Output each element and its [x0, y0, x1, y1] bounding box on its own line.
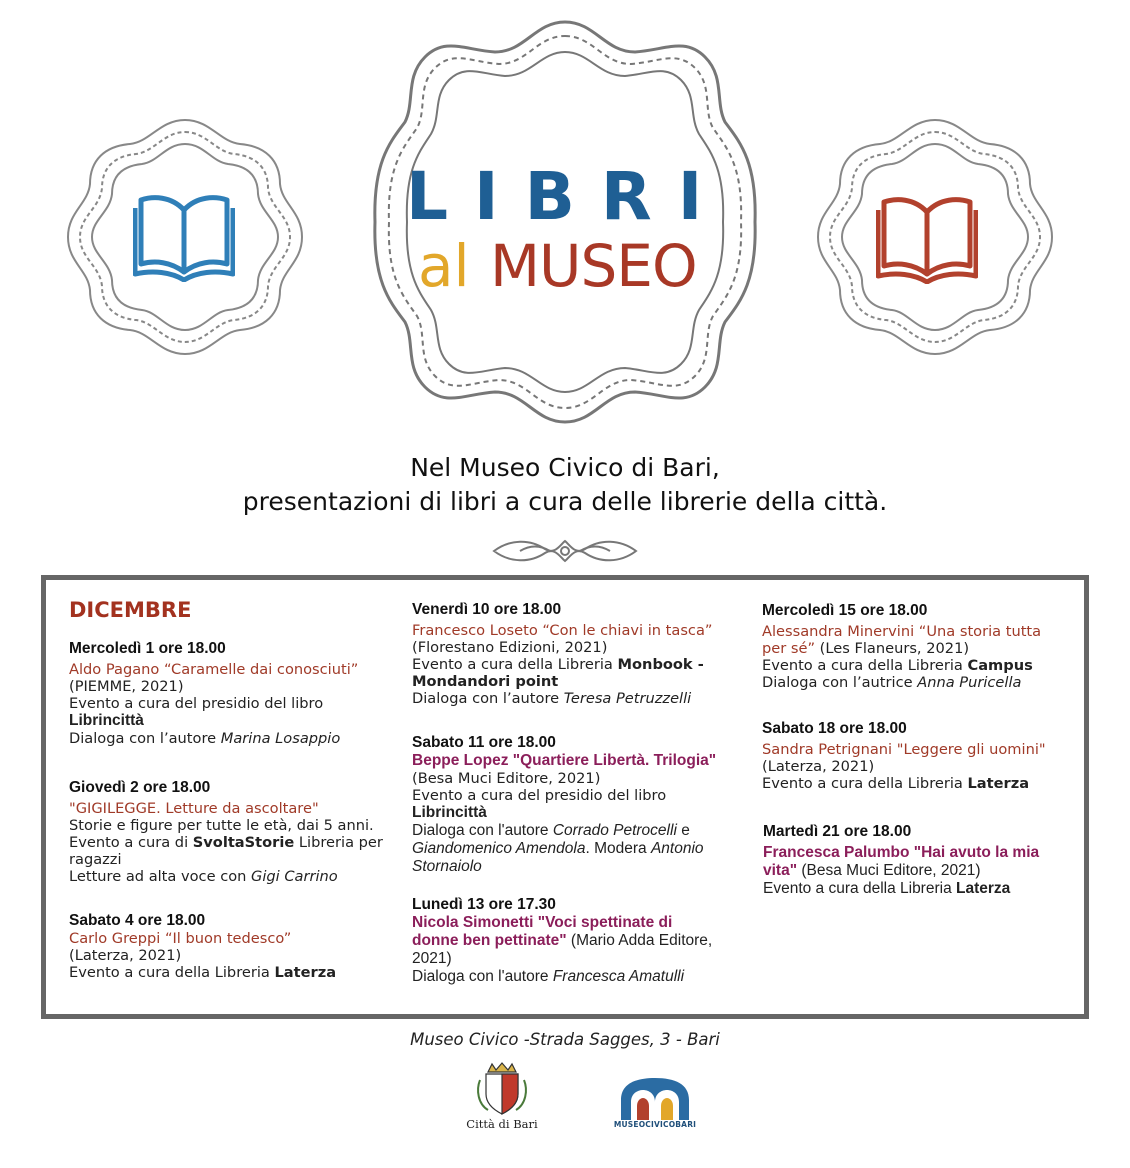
event-date: Giovedì 2 ore 18.00 [69, 779, 211, 796]
logo-museo: MUSEO [490, 232, 697, 300]
city-coat-of-arms-icon [474, 1062, 530, 1116]
event-title-1: Alessandra Minervini “Una storia tutta [762, 623, 1042, 640]
event-dec-1 [69, 640, 389, 747]
logo-libri: LIBRI [406, 158, 729, 235]
event-publisher: (Besa Muci Editore, 2021) [412, 770, 601, 787]
intro-line-1: Nel Museo Civico di Bari, [410, 453, 720, 482]
event-publisher: (Florestano Edizioni, 2021) [412, 639, 608, 656]
event-dec-21 [763, 823, 1083, 898]
city-logo-label: Città di Bari [466, 1117, 538, 1131]
event-publisher-2: 2021) [412, 950, 452, 967]
organizer-name: Laterza [967, 775, 1030, 792]
event-date: Sabato 11 ore 18.00 [412, 734, 556, 751]
event-date: Sabato 18 ore 18.00 [762, 720, 907, 737]
event-title-2: per sé” [762, 640, 816, 657]
event-dec-2 [69, 779, 389, 885]
organizer-name: Laterza [956, 880, 1011, 897]
museum-address: Museo Civico -Strada Sagges, 3 - Bari [410, 1030, 720, 1049]
event-organizer: Evento a cura della Libreria Campus [762, 657, 1033, 674]
event-title-2: donne ben pettinate" [412, 932, 567, 949]
event-desc: Storie e figure per tutte le età, dai 5 anni. [69, 817, 374, 834]
organizer-name: Campus [967, 657, 1033, 674]
event-dialog: Dialoga con l’autore Marina Losappio [69, 730, 341, 747]
dialog-name: Marina Losappio [220, 730, 341, 747]
event-title-2: vita" [763, 862, 798, 879]
book-icon-blue [133, 190, 235, 282]
event-organizer: Evento a cura della Libreria Monbook - [412, 656, 704, 673]
event-title: Sandra Petrignani "Leggere gli uomini" [762, 741, 1046, 758]
dialog-name: Francesca Amatulli [552, 968, 685, 985]
organizer-name: Librincittà [412, 804, 487, 821]
event-organizer: Evento a cura del presidio del libro [412, 787, 667, 804]
event-desc-2: ragazzi [69, 851, 122, 868]
ornament-divider [490, 535, 640, 567]
event-publisher: (Laterza, 2021) [762, 758, 875, 775]
event-title: "GIGILEGGE. Letture da ascoltare" [69, 800, 319, 817]
event-organizer: Evento a cura della Libreria Laterza [69, 964, 337, 981]
event-organizer: Evento a cura di SvoltaStorie Libreria per [69, 834, 383, 851]
intro-line-2: presentazioni di libri a cura delle librerie della città. [242, 487, 888, 516]
event-title: Francesco Loseto “Con le chiavi in tasca” [412, 622, 713, 639]
event-dec-4 [69, 912, 389, 981]
logo-al: al [418, 232, 470, 300]
event-reading: Letture ad alta voce con Gigi Carrino [69, 868, 338, 885]
dialog-name-2: Giandomenico Amendola [412, 840, 586, 857]
event-organizer: Evento a cura della Libreria Laterza [763, 880, 1011, 897]
book-icon-red [876, 192, 978, 284]
event-dec-11: Sabato 11 ore 18.00 Beppe Lopez "Quartiere Libertà. Trilogia" (Besa Muci Editore, 2021) Evento a cura del presidio del libro Librincittà Dialoga con l'autore Corrado Petrocelli e Giandomenico Amendola. Modera Antonio Stornaiolo [412, 734, 742, 876]
organizer-name: Monbook - [617, 656, 704, 673]
event-organizer-name: Librincittà [69, 712, 144, 729]
event-publisher: (Laterza, 2021) [69, 947, 182, 964]
museo-civico-logo-icon [617, 1074, 693, 1122]
event-dec-10 [412, 601, 742, 707]
event-date: Mercoledì 15 ore 18.00 [762, 602, 928, 619]
event-dec-18 [762, 720, 1082, 792]
dialog-name-1: Corrado Petrocelli [552, 822, 677, 839]
event-dec-13 [412, 896, 742, 986]
organizer-name: SvoltaStorie [192, 834, 295, 851]
month-heading: DICEMBRE [69, 598, 192, 622]
event-title-1: Nicola Simonetti "Voci spettinate di [412, 914, 673, 931]
event-publisher: (Mario Adda Editore, [566, 932, 713, 949]
event-date: Martedì 21 ore 18.00 [763, 823, 912, 840]
event-dialog: Dialoga con l'autore Corrado Petrocelli e [412, 822, 690, 839]
event-date: Mercoledì 1 ore 18.00 [69, 640, 226, 657]
event-organizer: Evento a cura del presidio del libro [69, 695, 324, 712]
event-title: Beppe Lopez "Quartiere Libertà. Trilogia" [412, 752, 717, 769]
event-date: Sabato 4 ore 18.00 [69, 912, 206, 929]
dialog-name: Teresa Petruzzelli [563, 690, 692, 707]
event-date: Venerdì 10 ore 18.00 [412, 601, 562, 618]
event-dec-15 [762, 602, 1082, 691]
event-date: Lunedì 13 ore 17.30 [412, 896, 556, 913]
museum-logo-label: MUSEOCIVICOBARI [613, 1120, 697, 1129]
event-publisher: (Les Flaneurs, 2021) [815, 640, 970, 657]
reader-name: Gigi Carrino [251, 868, 338, 885]
event-publisher: (PIEMME, 2021) [69, 678, 184, 695]
event-dialog: Dialoga con l’autore Teresa Petruzzelli [412, 690, 692, 707]
dialog-name: Anna Puricella [917, 674, 1022, 691]
organizer-name-2: Mondandori point [412, 673, 559, 690]
event-title: Carlo Greppi “Il buon tedesco” [69, 930, 292, 947]
event-dialog: Dialoga con l’autrice Anna Puricella [762, 674, 1022, 691]
organizer-name: Laterza [274, 964, 337, 981]
event-organizer: Evento a cura della Libreria Laterza [762, 775, 1030, 792]
moderator-name: Antonio [650, 840, 704, 857]
event-dialog: Dialoga con l'autore Francesca Amatulli [412, 968, 685, 985]
event-publisher: (Besa Muci Editore, 2021) [797, 862, 981, 879]
moderator-name-2: Stornaiolo [412, 858, 482, 875]
event-title-1: Francesca Palumbo "Hai avuto la mia [763, 844, 1040, 861]
event-title: Aldo Pagano “Caramelle dai conosciuti” [69, 661, 359, 678]
